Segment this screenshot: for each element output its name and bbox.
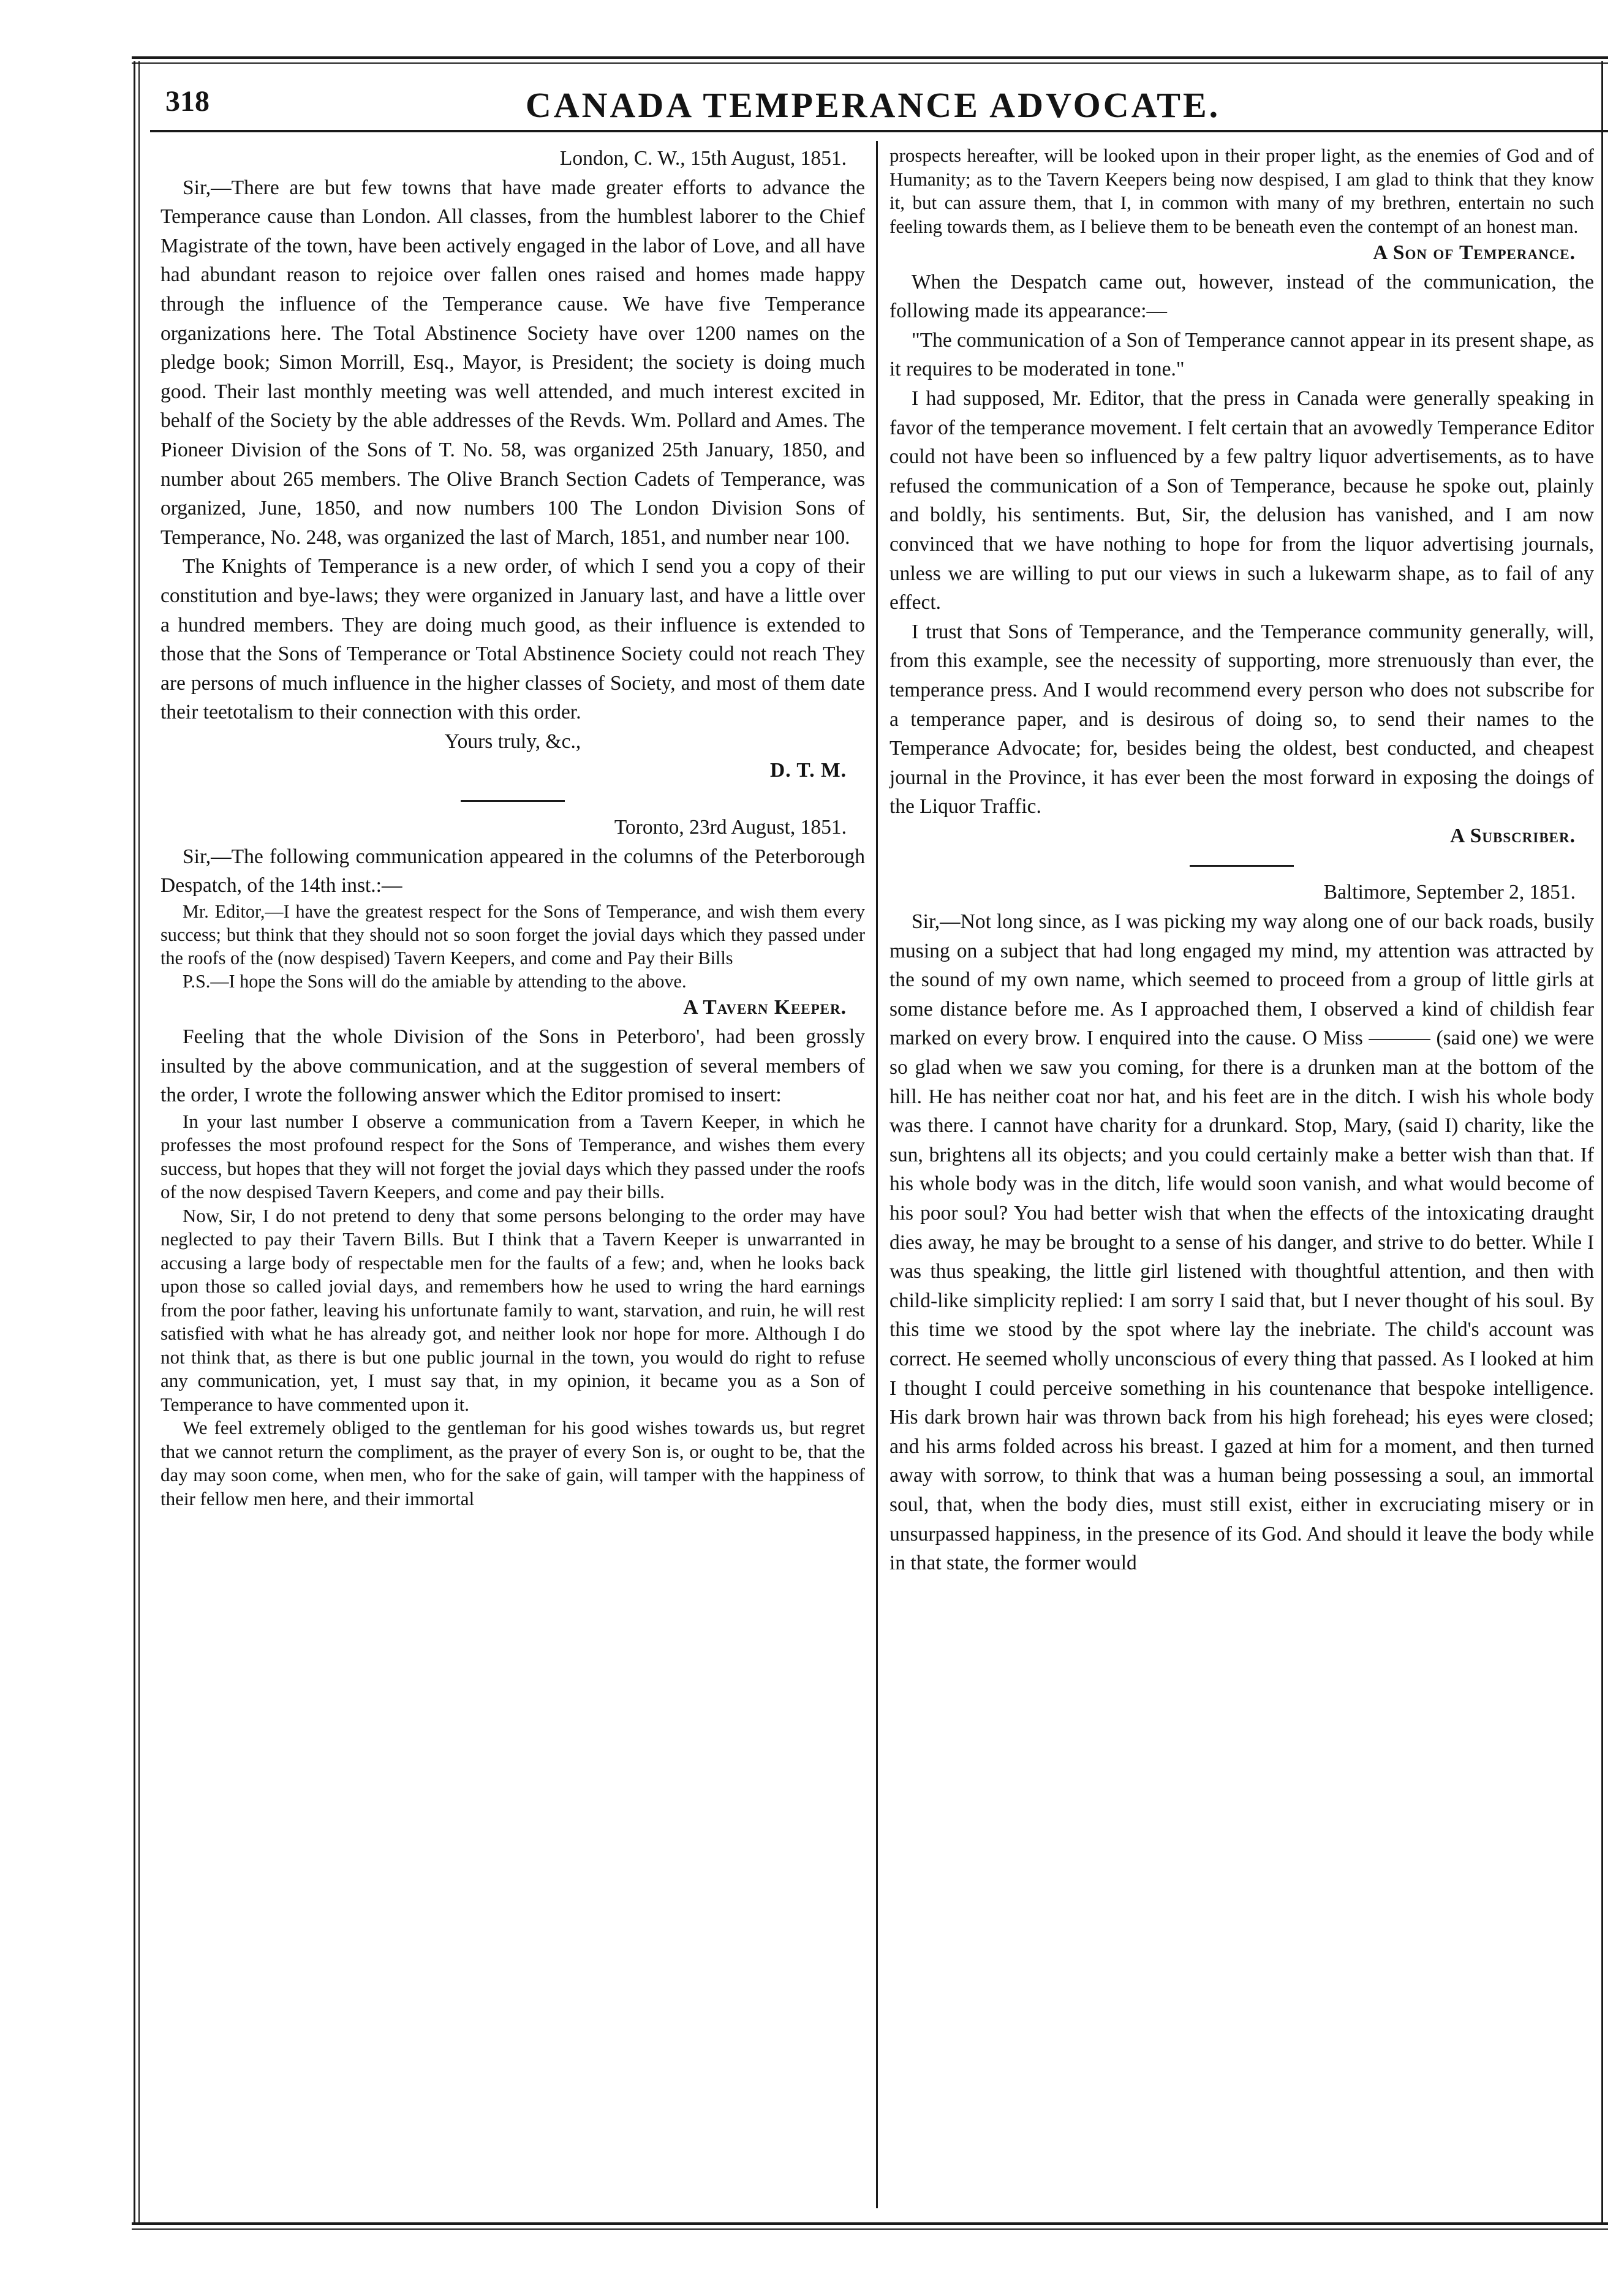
left-column-paragraph: Now, Sir, I do not pretend to deny that some persons belonging to the order may have neglected to pay their Tavern Bills. But I think that a Tavern Keeper is unwarranted in accusing a large body of respectable men for the faults of a few; and, when he looks back upon those so called jovial days, and remembers how he used to wring the hard earnings from the poor father, leaving his unfortunate family to want, starvation, and ruin, he will rest satisfied with what he has already got, and neither look nor hope for more. Although I do not think that, as there is but one public journal in the town, you would do right to refuse any communication, yet, I must say that, in my opinion, it became you as a Son of Temperance to have commented upon it. <box>161 1204 865 1415</box>
bottom-border-rule-2 <box>132 2228 1608 2230</box>
left-column-closing-line: Yours truly, &c., <box>444 730 581 753</box>
left-border-rule <box>134 61 135 2224</box>
right-column-paragraph: I had supposed, Mr. Editor, that the press in Canada were generally speaking in favor of the temperance movement. I felt certain that an avowedly Temperance Editor could not have been so influenced by a few paltry liquor advertisements, as to have refused the communication of a Son of Temperance, because he spoke out, plainly and boldly, his sentiments. But, Sir, the delusion has vanished, and I am now convinced that we have nothing to hope for from the liquor advertising journals, unless we are willing to put our views in such a lukewarm shape, as to fail of any effect. <box>889 387 1594 614</box>
left-column-paragraph: Feeling that the whole Division of the Sons in Peterboro', had been grossly insulted by the above communication, and at the suggestion of several members of the order, I wrote the following answer which the Editor promised to insert: <box>161 1025 865 1107</box>
top-border-rule <box>132 56 1608 59</box>
left-column-paragraph: The Knights of Temperance is a new order, of which I send you a copy of their constitution and bye-laws; they were organized in January last, and have a little over a hundred members. They are doing much good, as their influence is extended to those that the Sons of Temperance or Total Abstinence Society could not reach They are persons of much influence in the higher classes of Society, and most of them date their teetotalism to their connection with this order. <box>161 555 865 724</box>
left-column-paragraph: Mr. Editor,—I have the greatest respect for the Sons of Temperance, and wish them every success; but think that they should not so soon forget the jovial days which they passed under the roofs of the (now despised) Tavern Keepers, and come and Pay their Bills <box>161 900 865 968</box>
top-border-rule-2 <box>132 62 1608 64</box>
left-column-paragraph: Sir,—The following communication appeared in the columns of the Peterborough Despatch, of the 14th inst.:— <box>161 845 865 897</box>
left-column-separator-rule <box>461 800 565 802</box>
right-column-paragraph: When the Despatch came out, however, instead of the communication, the following made its appearance:— <box>889 270 1594 323</box>
right-column <box>889 144 1594 1578</box>
right-column-signature: A Subscriber. <box>1450 824 1576 847</box>
column-divider <box>876 141 878 2208</box>
left-column-paragraph: Sir,—There are but few towns that have made greater efforts to advance the Temperance cause than London. All classes, from the humblest laborer to the Chief Magistrate of the town, have been actively engaged in the labor of Love, and all have had abundant reason to rejoice over fallen ones raised and homes made happy through the influence of the Temperance cause. We have five Temperance organizations here. The Total Abstinence Society have over 1200 names on the pledge book; Simon Morrill, Esq., Mayor, is President; the society is doing much good. Their last monthly meeting was well attended, and much interest excited in behalf of the Society by the able addresses of the Revds. Wm. Pollard and Ames. The Pioneer Division of the Sons of T. No. 58, was organized 25th January, 1850, and number about 265 members. The Olive Branch Section Cadets of Temperance, was organized, June, 1850, and now numbers 100 The London Division Sons of Temperance, No. 248, was organized the last of March, 1851, and number near 100. <box>161 176 865 549</box>
left-column <box>161 144 865 1511</box>
page-number: 318 <box>165 85 210 118</box>
left-column-paragraph: P.S.—I hope the Sons will do the amiable by attending to the above. <box>183 970 687 992</box>
newspaper-title: CANADA TEMPERANCE ADVOCATE. <box>525 85 1221 125</box>
right-column-paragraph: "The communication of a Son of Temperance cannot appear in its present shape, as it requires to be moderated in tone." <box>889 328 1594 381</box>
bottom-border-rule <box>132 2222 1608 2225</box>
left-column-paragraph: We feel extremely obliged to the gentleman for his good wishes towards us, but regret that we cannot return the compliment, as the prayer of every Son is, or ought to be, that the day may soon come, when men, who for the sake of gain, will tamper with the happiness of their fellow men here, and their immortal <box>161 1417 865 1509</box>
left-column-dateline: Toronto, 23rd August, 1851. <box>614 816 847 839</box>
left-border-rule-2 <box>138 61 140 2224</box>
right-column-dateline: Baltimore, September 2, 1851. <box>1323 881 1576 904</box>
right-column-paragraph: Sir,—Not long since, as I was picking my way along one of our back roads, busily musing on a subject that had long engaged my mind, my attention was attracted by the sound of my own name, which seemed to proceed from a group of little girls at some distance before me. As I approached them, I observed a kind of childish fear marked on every brow. I enquired into the cause. O Miss ——— (said one) we were so glad when we saw you coming, for there is a drunken man at the bottom of the hill. He has neither coat nor hat, and his feet are in the ditch. I wish his whole body was there. I cannot have charity for a drunkard. Stop, Mary, (said I) charity, like the sun, brightens all its objects; and you could certainly make a better wish than that. If his whole body was in the ditch, life would soon vanish, and what would become of his poor soul? You had better wish that when the effects of the intoxicating draught dies away, he may be brought to a sense of his danger, and strive to do better. While I was thus speaking, the little girl listened with thoughtful attention, and then with child-like simplicity replied: I am sorry I said that, but I never thought of his soul. By this time we stood by the spot where lay the inebriate. The child's account was correct. He seemed wholly unconscious of every thing that passed. As I looked at him I thought I could perceive something in his countenance that bespoke intelligence. His dark brown hair was thrown back from his high forehead; his eyes were closed; and his arms folded across his breast. I gazed at him for a moment, and then turned away with sorrow, to think that was a human being possessing a soul, an immortal soul, that, when the body dies, must still exist, either in excruciating misery or in unsurpassed happiness, in the presence of its God. And should it leave the body while in that state, the former would <box>889 910 1594 1575</box>
left-column-paragraph: In your last number I observe a communication from a Tavern Keeper, in which he professes the most profound respect for the Sons of Temperance, and wishes them every success, but hopes that they will not forget the jovial days which they passed under the roofs of the now despised Tavern Keepers, and come and pay their bills. <box>161 1110 865 1203</box>
right-column-paragraph: prospects hereafter, will be looked upon in their proper light, as the enemies of God and of Humanity; as to the Tavern Keepers being now despised, I am glad to think that they know it, but can assure them, that I, in common with many of my brethren, entertain no such feeling towards them, as I believe them to be beneath even the contempt of an honest man. <box>889 145 1594 237</box>
right-column-signature: A Son of Temperance. <box>1373 241 1576 264</box>
right-column-paragraph: I trust that Sons of Temperance, and the Temperance community generally, will, from this example, see the necessity of supporting, more strenuously than ever, the temperance press. And I would recommend every person who does not subscribe for a temperance paper, and is desirous of doing so, to send their names to the Temperance Advocate; for, besides being the oldest, best conducted, and cheapest journal in the Province, it has ever been the most forward in exposing the doings of the Liquor Traffic. <box>889 620 1594 818</box>
page-header <box>141 80 1605 135</box>
left-column-signature: D. T. M. <box>770 759 847 782</box>
left-column-signature: A Tavern Keeper. <box>683 996 847 1019</box>
right-column-separator-rule <box>1190 865 1294 867</box>
left-column-dateline: London, C. W., 15th August, 1851. <box>559 147 847 170</box>
right-border-rule <box>1601 61 1603 2224</box>
